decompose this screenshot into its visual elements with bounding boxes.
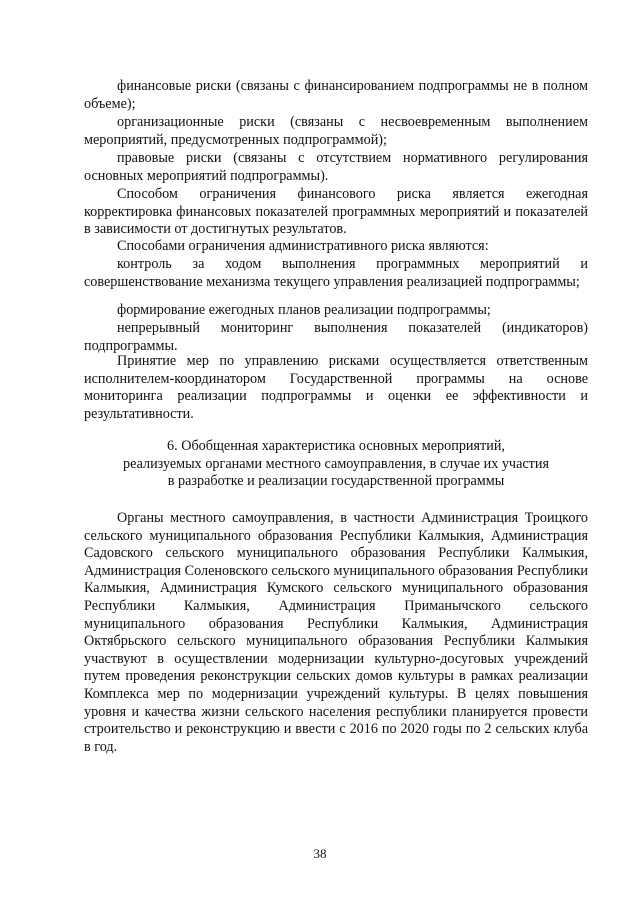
section-heading bbox=[84, 438, 588, 491]
paragraph-control: контроль за ходом выполнения программных мероприятий и совершенствование механизма текущего управления реализацией подпрограммы; bbox=[84, 256, 588, 290]
section-heading-line-1: 6. Обобщенная характеристика основных мероприятий, bbox=[167, 438, 505, 454]
page-number: 38 bbox=[313, 846, 327, 861]
paragraph-annual-plans: формирование ежегодных планов реализации подпрограммы; bbox=[117, 302, 491, 318]
section-heading-line-2: реализуемых органами местного самоуправления, в случае их участия bbox=[123, 455, 549, 472]
paragraph-organizational-risks: организационные риски (связаны с несвоевременным выполнением мероприятий, предусмотренных подпрограммой); bbox=[84, 114, 588, 148]
paragraph-monitoring: непрерывный мониторинг выполнения показателей (индикаторов) подпрограммы. bbox=[84, 320, 588, 354]
paragraph-admin-risk-intro: Способами ограничения административного риска являются: bbox=[117, 238, 489, 254]
section-heading-line-3: в разработке и реализации государственной программы bbox=[167, 473, 505, 490]
paragraph-financial-risks: финансовые риски (связаны с финансированием подпрограммы не в полном объеме); bbox=[84, 78, 588, 112]
paragraph-risk-measures: Принятие мер по управлению рисками осуществляется ответственным исполнителем-координатором Государственной программы на основе мониторинга реализации подпрограммы и оценки ее эффективности и результативности. bbox=[84, 353, 588, 422]
paragraph-financial-risk-limitation: Способом ограничения финансового риска является ежегодная корректировка финансовых показателей программных мероприятий и показателей в зависимости от достигнутых результатов. bbox=[84, 186, 588, 238]
paragraph-legal-risks: правовые риски (связаны с отсутствием нормативного регулирования основных мероприятий подпрограммы). bbox=[84, 150, 588, 184]
paragraph-local-government: Органы местного самоуправления, в частности Администрация Троицкого сельского муниципального образования Республики Калмыкия, Администрация Садовского сельского муниципального образования Республики Калмыкия, Администрация Соленовского сельского муниципального образования Республики Калмыкия, Администрация Кумского сельского муниципального образования Республики Калмыкия, Администрация Приманычского сельского муниципального образования Республики Калмыкия, Администрация Октябрьского сельского муниципального образования Республики Калмыкия участвуют в осуществлении модернизации культурно-досуговых учреждений путем проведения реконструкции сельских домов культуры в рамках реализации Комплекса мер по модернизации учреждений культуры. В целях повышения уровня и качества жизни сельского населения республики планируется провести строительство и реконструкцию и ввести с 2016 по 2020 годы по 2 сельских клуба в год. bbox=[84, 510, 588, 755]
